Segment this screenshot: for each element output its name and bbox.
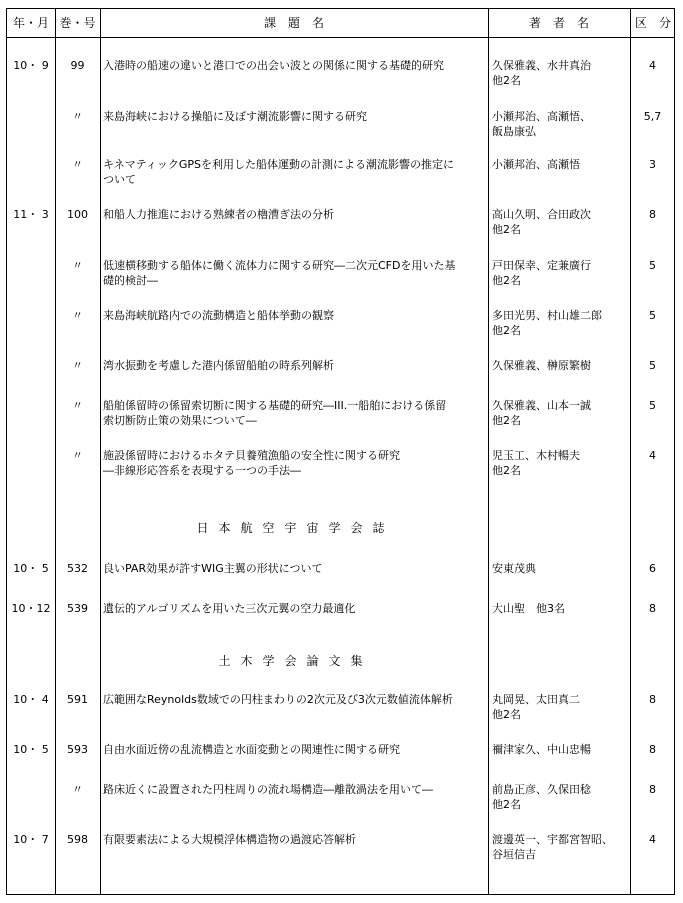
row-volume: 591 xyxy=(67,693,88,706)
row-title-line: 和船人力推進における熟練者の櫓漕ぎ法の分析 xyxy=(103,208,334,221)
row-author-line: 児玉工、木村暢夫 xyxy=(492,449,580,462)
row-author-line: 他2名 xyxy=(492,708,521,721)
row-category: 3 xyxy=(649,158,656,171)
row-title-line: 良いPAR効果が許すWIG主翼の形状について xyxy=(103,562,323,575)
row-author-line: 久保雅義、山本一誠 xyxy=(492,399,591,412)
row-author-line: 飯島康弘 xyxy=(492,125,536,138)
row-authors xyxy=(492,398,630,428)
row-volume: 99 xyxy=(70,59,85,72)
row-author-line: 他2名 xyxy=(492,223,521,236)
row-authors xyxy=(492,561,630,576)
row-title xyxy=(103,358,487,373)
row-category: 6 xyxy=(649,562,656,575)
header-category: 区 分 xyxy=(634,16,671,30)
row-volume: 〃 xyxy=(72,399,83,412)
row-category: 4 xyxy=(649,833,656,846)
row-volume: 〃 xyxy=(72,449,83,462)
row-title xyxy=(103,308,487,323)
row-author-line: 小瀬邦治、高瀬悟 xyxy=(492,158,580,171)
row-author-line: 他2名 xyxy=(492,274,521,287)
row-author-line: 多田光男、村山雄二郎 xyxy=(492,309,602,322)
row-category: 8 xyxy=(649,208,656,221)
journal-section-heading: 日本航空宇宙学会誌 xyxy=(196,521,395,535)
row-volume: 593 xyxy=(67,743,88,756)
row-author-line: 禰津家久、中山忠暢 xyxy=(492,743,591,756)
row-title-line: 広範囲なReynolds数域での円柱まわりの2次元及び3次元数値流体解析 xyxy=(103,693,453,706)
header-authors: 著 者 名 xyxy=(528,16,589,30)
row-author-line: 他2名 xyxy=(492,464,521,477)
header-date: 年・月 xyxy=(12,16,49,30)
row-title xyxy=(103,782,487,797)
row-title xyxy=(103,207,487,222)
row-author-line: 丸岡晃、太田真二 xyxy=(492,693,580,706)
row-authors xyxy=(492,109,630,139)
row-title xyxy=(103,448,487,478)
column-divider xyxy=(488,9,489,894)
row-title-line: 自由水面近傍の乱流構造と水面変動との関連性に関する研究 xyxy=(103,743,400,756)
row-authors xyxy=(492,157,630,172)
row-category: 4 xyxy=(649,59,656,72)
row-title-line: 船舶係留時の係留索切断に関する基礎的研究―III.一船舶における係留 xyxy=(103,399,447,412)
row-title xyxy=(103,58,487,73)
row-author-line: 他2名 xyxy=(492,798,521,811)
row-authors xyxy=(492,308,630,338)
row-author-line: 他2名 xyxy=(492,324,521,337)
row-volume: 〃 xyxy=(72,259,83,272)
row-date: 10・ 7 xyxy=(13,833,49,846)
header-divider xyxy=(7,37,674,38)
row-title-line: 有限要素法による大規模浮体構造物の過渡応答解析 xyxy=(103,833,356,846)
row-date: 10・ 9 xyxy=(13,59,49,72)
row-volume: 〃 xyxy=(72,110,83,123)
row-date: 11・ 3 xyxy=(13,208,49,221)
row-author-line: 大山聖 他3名 xyxy=(492,602,565,615)
row-title-line: 来島海峡航路内での流動構造と船体挙動の観察 xyxy=(103,309,334,322)
row-title xyxy=(103,157,487,187)
row-title-line: ついて xyxy=(103,173,136,186)
row-title-line: キネマティックGPSを利用した船体運動の計測による潮流影響の推定に xyxy=(103,158,455,171)
header-title: 課 題 名 xyxy=(263,16,324,30)
row-title-line: 施設係留時におけるホタテ貝養殖漁船の安全性に関する研究 xyxy=(103,449,400,462)
row-title-line: ―非線形応答系を表現する一つの手法― xyxy=(103,464,301,477)
row-title-line: 低速横移動する船体に働く流体力に関する研究―二次元CFDを用いた基 xyxy=(103,259,456,272)
row-volume: 598 xyxy=(67,833,88,846)
row-volume: 532 xyxy=(67,562,88,575)
row-title xyxy=(103,601,487,616)
row-title xyxy=(103,109,487,124)
row-date: 10・12 xyxy=(11,602,51,615)
row-author-line: 谷垣信吉 xyxy=(492,848,536,861)
row-date: 10・ 5 xyxy=(13,743,49,756)
row-title xyxy=(103,398,487,428)
row-authors xyxy=(492,258,630,288)
row-author-line: 他2名 xyxy=(492,414,521,427)
row-authors xyxy=(492,692,630,722)
row-title-line: 来島海峡における操船に及ぼす潮流影響に関する研究 xyxy=(103,110,367,123)
row-date: 10・ 4 xyxy=(13,693,49,706)
row-category: 8 xyxy=(649,783,656,796)
row-author-line: 前島正彦、久保田稔 xyxy=(492,783,591,796)
row-volume: 〃 xyxy=(72,309,83,322)
row-category: 5 xyxy=(649,359,656,372)
row-author-line: 高山久明、合田政次 xyxy=(492,208,591,221)
row-title-line: 路床近くに設置された円柱周りの流れ場構造―離散渦法を用いて― xyxy=(103,783,433,796)
row-category: 8 xyxy=(649,743,656,756)
row-authors xyxy=(492,448,630,478)
column-divider xyxy=(100,9,101,894)
row-title xyxy=(103,561,487,576)
row-title-line: 入港時の船速の違いと港口での出会い波との関係に関する基礎的研究 xyxy=(103,59,444,72)
row-title xyxy=(103,258,487,288)
row-title xyxy=(103,742,487,757)
row-volume: 100 xyxy=(67,208,88,221)
row-category: 5 xyxy=(649,259,656,272)
row-category: 8 xyxy=(649,602,656,615)
row-author-line: 他2名 xyxy=(492,74,521,87)
row-authors xyxy=(492,601,630,616)
row-author-line: 久保雅義、榊原繁樹 xyxy=(492,359,591,372)
row-category: 4 xyxy=(649,449,656,462)
row-category: 5,7 xyxy=(643,110,662,123)
row-author-line: 渡邊英一、宇都宮智昭、 xyxy=(492,833,613,846)
row-authors xyxy=(492,742,630,757)
row-title-line: 遺伝的アルゴリズムを用いた三次元翼の空力最適化 xyxy=(103,602,356,615)
row-category: 8 xyxy=(649,693,656,706)
header-volume: 巻・号 xyxy=(59,16,96,30)
row-authors xyxy=(492,782,630,812)
journal-section-heading: 土木学会論文集 xyxy=(218,654,373,668)
row-title-line: 礎的検討― xyxy=(103,274,158,287)
row-category: 5 xyxy=(649,399,656,412)
row-volume: 〃 xyxy=(72,783,83,796)
publication-table xyxy=(6,8,675,895)
row-authors xyxy=(492,207,630,237)
row-authors xyxy=(492,832,630,862)
row-category: 5 xyxy=(649,309,656,322)
row-date: 10・ 5 xyxy=(13,562,49,575)
row-volume: 539 xyxy=(67,602,88,615)
row-title xyxy=(103,692,487,707)
row-title-line: 湾水振動を考慮した港内係留船舶の時系列解析 xyxy=(103,359,334,372)
row-volume: 〃 xyxy=(72,158,83,171)
row-volume: 〃 xyxy=(72,359,83,372)
row-author-line: 久保雅義、水井真治 xyxy=(492,59,591,72)
row-title-line: 索切断防止策の効果について― xyxy=(103,414,257,427)
row-title xyxy=(103,832,487,847)
row-authors xyxy=(492,58,630,88)
row-author-line: 小瀬邦治、高瀬悟、 xyxy=(492,110,591,123)
row-author-line: 安東茂典 xyxy=(492,562,536,575)
row-authors xyxy=(492,358,630,373)
row-author-line: 戸田保幸、定兼廣行 xyxy=(492,259,591,272)
